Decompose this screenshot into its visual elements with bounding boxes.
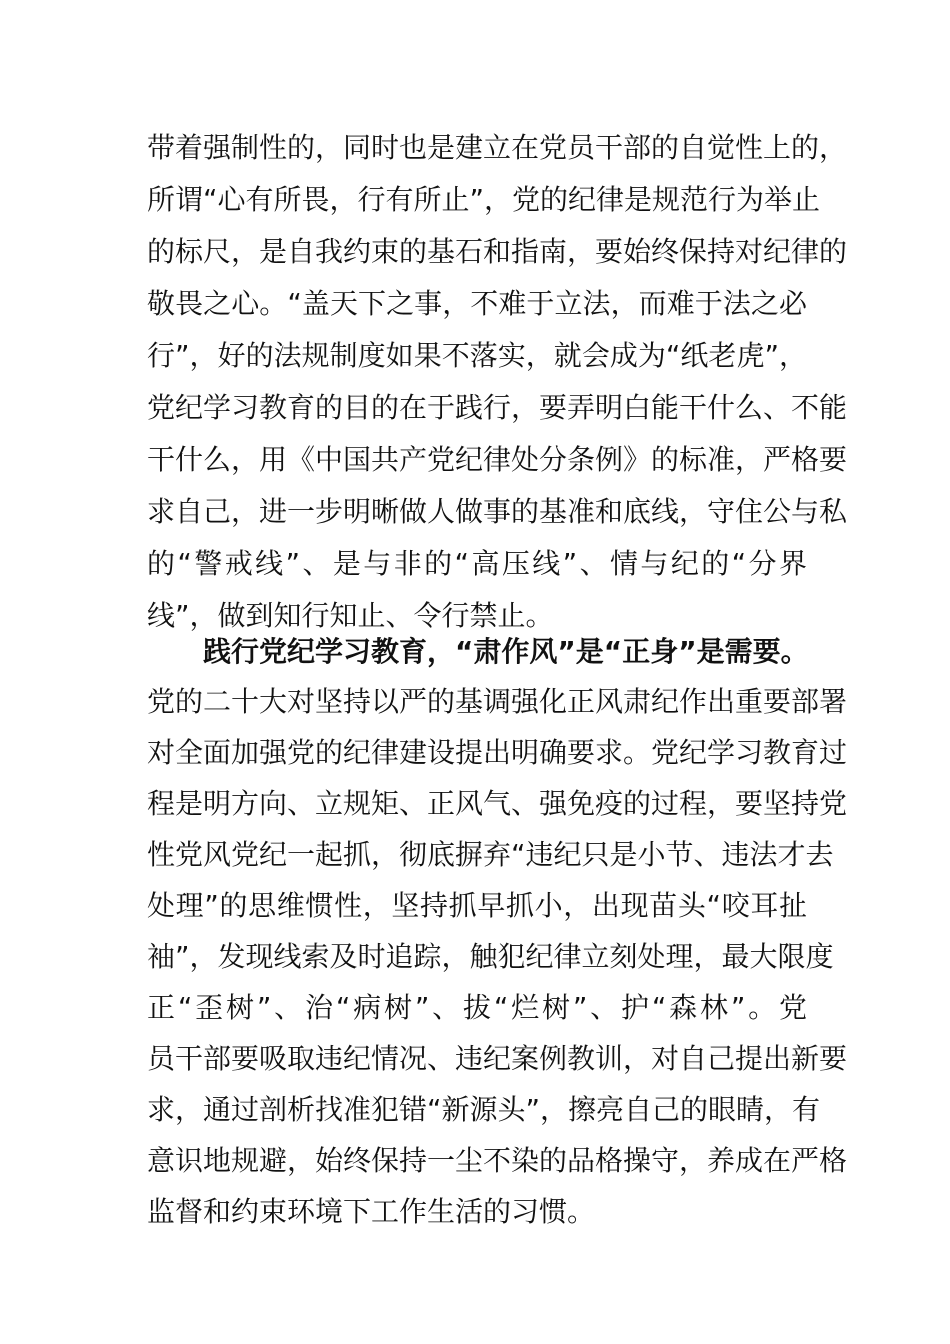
paragraph-2-line: 处理”的思维惯性，坚持抓早抓小，出现苗头“咬耳扯 (147, 889, 807, 922)
paragraph-2-line: 袖”，发现线索及时追踪，触犯纪律立刻处理，最大限度 (147, 940, 834, 973)
paragraph-1-line: 党纪学习教育的目的在于践行，要弄明白能干什么、不能 (147, 391, 848, 424)
paragraph-1-line: 的标尺，是自我约束的基石和指南，要始终保持对纪律的 (147, 235, 848, 268)
paragraph-1-line: 求自己，进一步明晰做人做事的基准和底线，守住公与私 (147, 495, 848, 528)
paragraph-1-line: 敬畏之心。“盖天下之事，不难于立法，而难于法之必 (147, 287, 807, 320)
paragraph-1-line: 带着强制性的，同时也是建立在党员干部的自觉性上的， (147, 131, 848, 164)
paragraph-1-line: 所谓“心有所畏，行有所止”，党的纪律是规范行为举止 (147, 183, 821, 216)
paragraph-2-line: 员干部要吸取违纪情况、违纪案例教训，对自己提出新要 (147, 1042, 848, 1075)
paragraph-1-line: 的“警戒线”、是与非的“高压线”、情与纪的“分界 (147, 547, 807, 580)
paragraph-2-line: 对全面加强党的纪律建设提出明确要求。党纪学习教育过 (147, 736, 848, 769)
paragraph-1-line: 干什么，用《中国共产党纪律处分条例》的标准，严格要 (147, 443, 848, 476)
paragraph-2-line: 性党风党纪一起抓，彻底摒弃“违纪只是小节、违法才去 (147, 838, 834, 871)
paragraph-2-line: 求，通过剖析找准犯错“新源头”，擦亮自己的眼睛，有 (147, 1093, 821, 1126)
paragraph-2-line: 正“歪树”、治“病树”、拔“烂树”、护“森林”。党 (147, 991, 807, 1024)
paragraph-1-line: 线”，做到知行知止、令行禁止。 (147, 599, 554, 632)
paragraph-2-line: 党的二十大对坚持以严的基调强化正风肃纪作出重要部署 (147, 685, 848, 718)
paragraph-2-line: 程是明方向、立规矩、正风气、强免疫的过程，要坚持党 (147, 787, 848, 820)
paragraph-1-line: 行”，好的法规制度如果不落实，就会成为“纸老虎”， (147, 339, 807, 372)
paragraph-2-heading: 践行党纪学习教育，“肃作风”是“正身”是需要。 (203, 635, 809, 668)
paragraph-2-line: 监督和约束环境下工作生活的习惯。 (147, 1195, 596, 1228)
paragraph-2-line: 意识地规避，始终保持一尘不染的品格操守，养成在严格 (147, 1144, 848, 1177)
